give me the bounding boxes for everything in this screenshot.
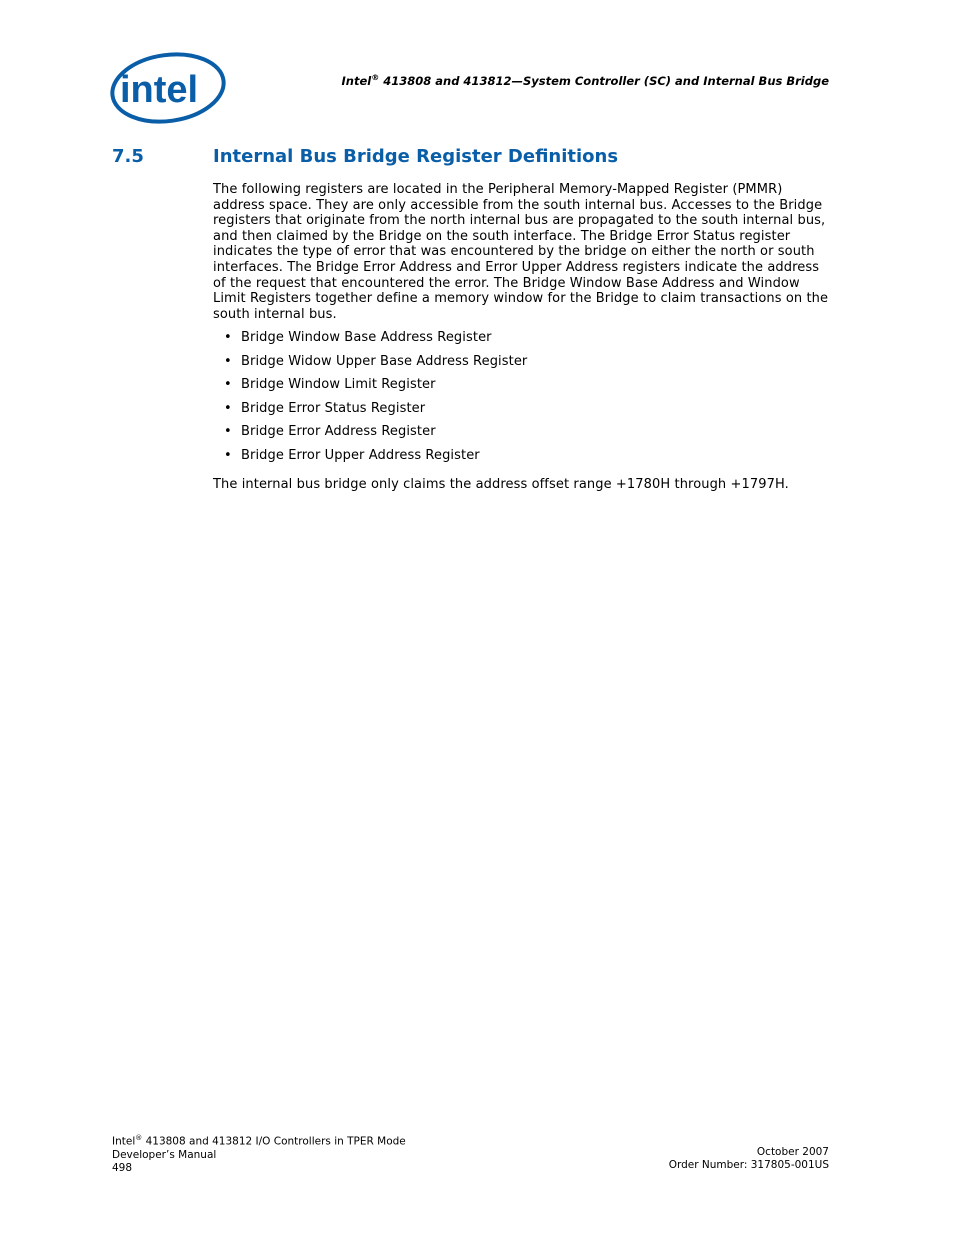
footer-doc-type: Developer’s Manual <box>112 1148 217 1161</box>
bullet-icon: • <box>224 353 232 369</box>
footer-brand: Intel <box>112 1135 136 1148</box>
closing-paragraph: The internal bus bridge only claims the address offset range +1780H through +1797H. <box>213 477 789 493</box>
list-item-text: Bridge Window Limit Register <box>241 377 436 393</box>
list-item <box>213 401 833 425</box>
footer-right <box>669 1146 829 1172</box>
list-item <box>213 448 833 472</box>
list-item <box>213 354 833 378</box>
bullet-icon: • <box>224 400 232 416</box>
footer-doc-title-rest: 413808 and 413812 I/O Controllers in TPER Mode <box>142 1135 406 1148</box>
section-heading <box>112 146 618 167</box>
running-header <box>342 73 829 88</box>
list-item-text: Bridge Error Address Register <box>241 424 436 440</box>
list-item-text: Bridge Window Base Address Register <box>241 330 492 346</box>
bullet-icon: • <box>224 377 232 393</box>
register-list <box>213 330 833 471</box>
list-item <box>213 377 833 401</box>
list-item <box>213 330 833 354</box>
list-item-text: Bridge Widow Upper Base Address Register <box>241 353 528 369</box>
section-body <box>213 182 833 493</box>
list-item-text: Bridge Error Status Register <box>241 400 426 416</box>
logo-wordmark: intel <box>120 69 199 111</box>
list-item <box>213 424 833 448</box>
footer-reg-mark: ® <box>135 1134 143 1142</box>
bullet-icon: • <box>224 424 232 440</box>
header-title: 413808 and 413812—System Controller (SC) and Internal Bus Bridge <box>379 73 829 88</box>
page-number: 498 <box>112 1161 133 1174</box>
footer-order-number: Order Number: 317805-001US <box>668 1159 829 1171</box>
footer-date: October 2007 <box>756 1146 829 1158</box>
bullet-icon: • <box>224 330 232 346</box>
header-brand: Intel <box>341 73 372 88</box>
bullet-icon: • <box>224 447 232 463</box>
intel-logo <box>108 50 228 128</box>
list-item-text: Bridge Error Upper Address Register <box>241 447 480 463</box>
intel-logo-icon <box>108 50 228 128</box>
footer-left <box>112 1132 406 1175</box>
section-number: 7.5 <box>112 146 144 167</box>
section-title: Internal Bus Bridge Register Definitions <box>213 146 619 167</box>
footer-doc-title <box>112 1132 406 1149</box>
intro-paragraph: The following registers are located in the Peripheral Memory-Mapped Register (PMMR) address space. They are only accessible from the south internal bus. Accesses to the Bridge registers that originate from the north internal bus are propagated to the south internal bus, and then claimed by the Bridge on the south interface. The Bridge Error Status register indicates the type of error that was encountered by the bridge on either the north or south interfaces. The Bridge Error Address and Error Upper Address registers indicate the address of the request that encountered the error. The Bridge Window Base Address and Window Limit Registers together define a memory window for the Bridge to claim transactions on the south internal bus. <box>213 182 829 322</box>
header-reg-mark: ® <box>371 73 380 82</box>
